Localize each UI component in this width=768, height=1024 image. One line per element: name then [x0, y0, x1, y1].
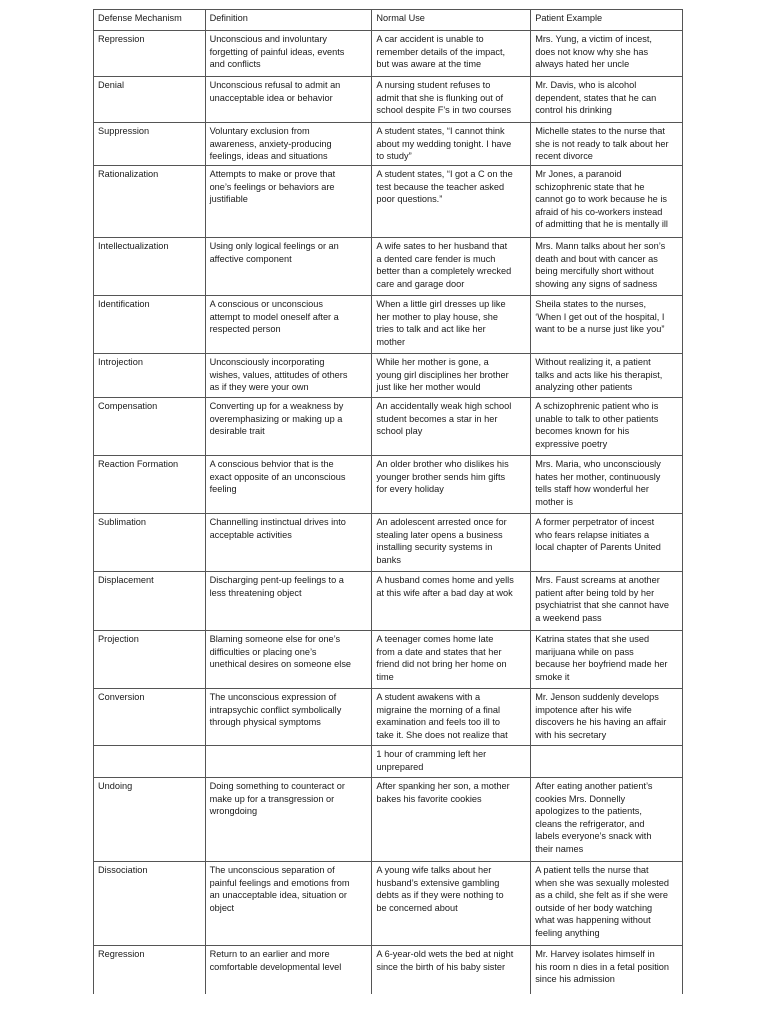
cell-text-line: awareness, anxiety-producing: [209, 138, 332, 149]
cell-text-line: psychiatrist that she cannot have: [535, 600, 670, 611]
cell-text-line: An accidentally weak high school: [376, 401, 512, 411]
definition-cell: [205, 746, 372, 778]
cell-text-line: cookies Mrs. Donnelly: [535, 793, 626, 804]
cell-text-line: Intellectualization: [98, 241, 169, 251]
table-row: [94, 689, 683, 746]
cell-text-line: Voluntary exclusion from: [209, 126, 310, 136]
definition-cell: [205, 514, 372, 572]
cell-text-line: wrongdoing: [209, 806, 258, 817]
definition-cell: [205, 689, 372, 746]
cell-text-line: examination and feels too ill to: [376, 717, 501, 728]
cell-text-line: younger brother sends him gifts: [376, 471, 506, 482]
cell-text-line: Conversion: [98, 692, 145, 702]
cell-text-line: Undoing: [98, 781, 133, 791]
defense-mechanisms-table: [93, 9, 683, 994]
cell-text-line: 1 hour of cramming left her: [376, 749, 487, 759]
cell-text-line: hates her mother, continuously: [535, 471, 661, 482]
mechanism-cell: [94, 631, 206, 689]
mechanism-cell: [94, 31, 206, 77]
cell-text-line: Mrs. Mann talks about her son’s: [535, 241, 666, 251]
cell-text-line: stealing later opens a business: [376, 529, 503, 540]
cell-text-line: A schizophrenic patient who is: [535, 401, 659, 411]
cell-text-line: Displacement: [98, 575, 154, 585]
cell-text-line: acceptable activities: [209, 529, 292, 540]
cell-text-line: Sublimation: [98, 517, 147, 527]
table-row: [94, 166, 683, 238]
cell-text-line: comfortable developmental level: [209, 961, 342, 972]
mechanism-cell: [94, 514, 206, 572]
cell-text-line: analyzing other patients: [535, 382, 633, 393]
cell-text-line: forgetting of painful ideas, events: [209, 46, 345, 57]
cell-text-line: always hated her uncle: [535, 59, 630, 70]
cell-text-line: Blaming someone else for one’s: [209, 634, 341, 644]
patient-example-cell: [531, 398, 683, 456]
cell-text-line: Mrs. Yung, a victim of incest,: [535, 34, 652, 44]
patient-example-cell: [531, 946, 683, 994]
cell-text-line: afraid of his co-workers instead: [535, 206, 663, 217]
cell-text-line: feelings, ideas and situations: [209, 151, 328, 162]
cell-text-line: Return to an earlier and more: [209, 949, 330, 959]
cell-text-line: student becomes a star in her: [376, 413, 498, 424]
table-row: [94, 631, 683, 689]
mechanism-cell: [94, 572, 206, 631]
normal-use-cell: [372, 77, 531, 123]
patient-example-cell: [531, 631, 683, 689]
cell-text-line: showing any signs of sadness: [535, 278, 658, 289]
cell-text-line: A student states, “I got a C on the: [376, 169, 513, 179]
column-header: [94, 10, 206, 31]
mechanism-cell: [94, 778, 206, 862]
patient-example-cell: [531, 31, 683, 77]
normal-use-cell: [372, 689, 531, 746]
cell-text-line: Mr Jones, a paranoid: [535, 169, 622, 179]
cell-text-line: wishes, values, attitudes of others: [209, 369, 348, 380]
table-row: [94, 572, 683, 631]
cell-text-line: about my wedding tonight. I have: [376, 138, 512, 149]
normal-use-cell: [372, 946, 531, 994]
cell-text-line: schizophrenic state that he: [535, 181, 645, 192]
patient-example-cell: [531, 238, 683, 296]
definition-cell: [205, 31, 372, 77]
table-row: [94, 778, 683, 862]
cell-text-line: Denial: [98, 80, 125, 90]
definition-cell: [205, 354, 372, 398]
mechanism-cell: [94, 238, 206, 296]
mechanism-cell: [94, 166, 206, 238]
definition-cell: [205, 631, 372, 689]
cell-text-line: Defense Mechanism: [98, 13, 182, 23]
cell-text-line: labels everyone’s snack with: [535, 831, 652, 842]
cell-text-line: Attempts to make or prove that: [209, 169, 336, 179]
cell-text-line: overemphasizing or making up a: [209, 413, 343, 424]
cell-text-line: unable to talk to other patients: [535, 413, 659, 424]
cell-text-line: at this wife after a bad day at wok: [376, 587, 513, 598]
table-row: [94, 514, 683, 572]
normal-use-cell: [372, 514, 531, 572]
cell-text-line: Projection: [98, 634, 139, 644]
cell-text-line: respected person: [209, 324, 281, 335]
cell-text-line: expressive poetry: [535, 438, 608, 449]
normal-use-cell: [372, 631, 531, 689]
definition-cell: [205, 238, 372, 296]
cell-text-line: The unconscious separation of: [209, 865, 335, 875]
patient-example-cell: [531, 778, 683, 862]
definition-cell: [205, 77, 372, 123]
cell-text-line: impotence after his wife: [535, 704, 632, 715]
cell-text-line: justifiable: [209, 194, 248, 205]
cell-text-line: unprepared: [376, 761, 424, 772]
table-row: [94, 746, 683, 778]
cell-text-line: Suppression: [98, 126, 150, 136]
patient-example-cell: [531, 862, 683, 946]
cell-text-line: discovers he his having an affair: [535, 717, 667, 728]
cell-text-line: A car accident is unable to: [376, 34, 484, 44]
cell-text-line: A wife sates to her husband that: [376, 241, 508, 251]
cell-text-line: Channelling instinctual drives into: [209, 517, 346, 527]
cell-text-line: care and garage door: [376, 278, 465, 289]
cell-text-line: object: [209, 902, 235, 913]
cell-text-line: patient after being told by her: [535, 587, 655, 598]
cell-text-line: A conscious or unconscious: [209, 299, 323, 309]
cell-text-line: her mother to play house, she: [376, 311, 498, 322]
cell-text-line: Mrs. Maria, who unconsciously: [535, 459, 661, 469]
cell-text-line: admit that she is flunking out of: [376, 92, 504, 103]
cell-text-line: an unacceptable idea, situation or: [209, 890, 347, 901]
cell-text-line: A patient tells the nurse that: [535, 865, 649, 875]
cell-text-line: dependent, states that he can: [535, 92, 657, 103]
definition-cell: [205, 778, 372, 862]
cell-text-line: who fears relapse initiates a: [535, 529, 650, 540]
cell-text-line: feeling anything: [535, 927, 600, 938]
normal-use-cell: [372, 166, 531, 238]
mechanism-cell: [94, 746, 206, 778]
definition-cell: [205, 296, 372, 354]
table-row: [94, 31, 683, 77]
cell-text-line: of admitting that he is mentally ill: [535, 219, 668, 230]
cell-text-line: Mr. Jenson suddenly develops: [535, 692, 659, 702]
patient-example-cell: [531, 456, 683, 514]
cell-text-line: Katrina states that she used: [535, 634, 650, 644]
cell-text-line: from a date and states that her: [376, 646, 502, 657]
cell-text-line: she is not ready to talk about her: [535, 138, 669, 149]
cell-text-line: Regression: [98, 949, 145, 959]
table-row: [94, 296, 683, 354]
normal-use-cell: [372, 354, 531, 398]
cell-text-line: their names: [535, 843, 584, 854]
cell-text-line: While her mother is gone, a: [376, 357, 489, 367]
cell-text-line: what was happening without: [535, 915, 651, 926]
normal-use-cell: [372, 456, 531, 514]
cell-text-line: A student awakens with a: [376, 692, 481, 702]
mechanism-cell: [94, 689, 206, 746]
cell-text-line: because her boyfriend made her: [535, 659, 668, 670]
table-row: [94, 456, 683, 514]
cell-text-line: migraine the morning of a final: [376, 704, 500, 715]
mechanism-cell: [94, 123, 206, 166]
cell-text-line: one’s feelings or behaviors are: [209, 181, 335, 192]
normal-use-cell: [372, 746, 531, 778]
cell-text-line: unacceptable idea or behavior: [209, 92, 333, 103]
cell-text-line: better than a completely wrecked: [376, 266, 512, 277]
cell-text-line: apologizes to the patients,: [535, 806, 642, 817]
cell-text-line: A former perpetrator of incest: [535, 517, 655, 527]
cell-text-line: remember details of the impact,: [376, 46, 506, 57]
cell-text-line: school play: [376, 426, 423, 437]
cell-text-line: make up for a transgression or: [209, 793, 335, 804]
cell-text-line: mother: [376, 336, 406, 347]
cell-text-line: local chapter of Parents United: [535, 542, 661, 553]
cell-text-line: marijuana while on pass: [535, 646, 634, 657]
patient-example-cell: [531, 354, 683, 398]
mechanism-cell: [94, 946, 206, 994]
cell-text-line: be concerned about: [376, 902, 458, 913]
patient-example-cell: [531, 746, 683, 778]
cell-text-line: a weekend pass: [535, 612, 602, 623]
cell-text-line: Converting up for a weakness by: [209, 401, 344, 411]
cell-text-line: Patient Example: [535, 13, 603, 23]
patient-example-cell: [531, 77, 683, 123]
mechanism-cell: [94, 77, 206, 123]
patient-example-cell: [531, 296, 683, 354]
cell-text-line: Mrs. Faust screams at another: [535, 575, 660, 585]
cell-text-line: When a little girl dresses up like: [376, 299, 506, 309]
cell-text-line: tells staff how wonderful her: [535, 484, 649, 495]
definition-cell: [205, 166, 372, 238]
cell-text-line: but was aware at the time: [376, 59, 482, 70]
cell-text-line: The unconscious expression of: [209, 692, 337, 702]
table-row: [94, 77, 683, 123]
column-header: [531, 10, 683, 31]
cell-text-line: Rationalization: [98, 169, 159, 179]
patient-example-cell: [531, 166, 683, 238]
table-row: [94, 354, 683, 398]
cell-text-line: as if they were your own: [209, 382, 309, 393]
mechanism-cell: [94, 296, 206, 354]
cell-text-line: when she was sexually molested: [535, 877, 670, 888]
cell-text-line: difficulties or placing one’s: [209, 646, 317, 657]
cell-text-line: desirable trait: [209, 426, 265, 437]
cell-text-line: banks: [376, 554, 401, 565]
cell-text-line: Using only logical feelings or an: [209, 241, 339, 251]
cell-text-line: Mr. Davis, who is alcohol: [535, 80, 637, 90]
cell-text-line: Unconscious and involuntary: [209, 34, 328, 44]
cell-text-line: intrapsychic conflict symbolically: [209, 704, 342, 715]
patient-example-cell: [531, 572, 683, 631]
cell-text-line: exact opposite of an unconscious: [209, 471, 346, 482]
mechanism-cell: [94, 456, 206, 514]
cell-text-line: just like her mother would: [376, 382, 481, 393]
cell-text-line: outside of her body watching: [535, 902, 653, 913]
patient-example-cell: [531, 123, 683, 166]
normal-use-cell: [372, 296, 531, 354]
cell-text-line: talks and acts like his therapist,: [535, 369, 663, 380]
cell-text-line: After eating another patient’s: [535, 781, 653, 791]
cell-text-line: young girl disciplines her brother: [376, 369, 509, 380]
cell-text-line: Without realizing it, a patient: [535, 357, 651, 367]
definition-cell: [205, 946, 372, 994]
cell-text-line: Discharging pent-up feelings to a: [209, 575, 344, 585]
cell-text-line: A 6-year-old wets the bed at night: [376, 949, 514, 959]
cell-text-line: take it. She does not realize that: [376, 729, 508, 740]
cell-text-line: his room n dies in a fetal position: [535, 961, 670, 972]
cell-text-line: Doing something to counteract or: [209, 781, 345, 791]
normal-use-cell: [372, 31, 531, 77]
table-row: [94, 398, 683, 456]
header-row: [94, 10, 683, 31]
cell-text-line: tries to talk and act like her: [376, 324, 486, 335]
cell-text-line: less threatening object: [209, 587, 302, 598]
cell-text-line: cannot go to work because he is: [535, 194, 667, 205]
cell-text-line: and conflicts: [209, 59, 261, 70]
cell-text-line: painful feelings and emotions from: [209, 877, 350, 888]
cell-text-line: mother is: [535, 496, 573, 507]
cell-text-line: A teenager comes home late: [376, 634, 494, 644]
cell-text-line: since the birth of his baby sister: [376, 961, 506, 972]
cell-text-line: poor questions.”: [376, 194, 443, 205]
cell-text-line: Compensation: [98, 401, 158, 411]
cell-text-line: Unconsciously incorporating: [209, 357, 325, 367]
definition-cell: [205, 862, 372, 946]
cell-text-line: time: [376, 671, 394, 682]
cell-text-line: as a child, she felt as if she were: [535, 890, 668, 901]
cell-text-line: bakes his favorite cookies: [376, 793, 482, 804]
table-body: [94, 10, 683, 994]
patient-example-cell: [531, 514, 683, 572]
cell-text-line: to study”: [376, 151, 412, 162]
cell-text-line: Mr. Harvey isolates himself in: [535, 949, 655, 959]
table-row: [94, 123, 683, 166]
cell-text-line: Sheila states to the nurses,: [535, 299, 647, 309]
cell-text-line: After spanking her son, a mother: [376, 781, 510, 791]
definition-cell: [205, 572, 372, 631]
table-row: [94, 946, 683, 994]
normal-use-cell: [372, 398, 531, 456]
normal-use-cell: [372, 572, 531, 631]
column-header: [372, 10, 531, 31]
cell-text-line: Normal Use: [376, 13, 425, 23]
cell-text-line: becomes known for his: [535, 426, 630, 437]
table-row: [94, 238, 683, 296]
definition-cell: [205, 123, 372, 166]
definition-cell: [205, 398, 372, 456]
cell-text-line: since his admission: [535, 974, 615, 985]
cell-text-line: Reaction Formation: [98, 459, 179, 469]
cell-text-line: ‘When I get out of the hospital, I: [535, 311, 665, 322]
cell-text-line: debts as if they were nothing to: [376, 890, 504, 901]
cell-text-line: smoke it: [535, 671, 570, 682]
cell-text-line: unethical desires on someone else: [209, 659, 352, 670]
normal-use-cell: [372, 778, 531, 862]
cell-text-line: A young wife talks about her: [376, 865, 492, 875]
cell-text-line: A nursing student refuses to: [376, 80, 491, 90]
cell-text-line: An older brother who dislikes his: [376, 459, 509, 469]
cell-text-line: want to be a nurse just like you”: [535, 324, 665, 335]
cell-text-line: An adolescent arrested once for: [376, 517, 507, 527]
cell-text-line: test because the teacher asked: [376, 181, 505, 192]
cell-text-line: does not know why she has: [535, 46, 649, 57]
table-row: [94, 862, 683, 946]
cell-text-line: a dented care fender is much: [376, 253, 496, 264]
cell-text-line: attempt to model oneself after a: [209, 311, 339, 322]
mechanism-cell: [94, 354, 206, 398]
cell-text-line: Identification: [98, 299, 150, 309]
cell-text-line: Michelle states to the nurse that: [535, 126, 665, 136]
cell-text-line: being mercifully short without: [535, 266, 654, 277]
mechanism-cell: [94, 862, 206, 946]
cell-text-line: friend did not bring her home on: [376, 659, 507, 670]
cell-text-line: A conscious behvior that is the: [209, 459, 334, 469]
cell-text-line: affective component: [209, 253, 292, 264]
cell-text-line: A husband comes home and yells: [376, 575, 514, 585]
definition-cell: [205, 456, 372, 514]
normal-use-cell: [372, 123, 531, 166]
cell-text-line: husband’s extensive gambling: [376, 877, 500, 888]
cell-text-line: Repression: [98, 34, 145, 44]
cell-text-line: through physical symptoms: [209, 717, 321, 728]
cell-text-line: with his secretary: [535, 729, 607, 740]
column-header: [205, 10, 372, 31]
defense-mechanisms-document: [93, 9, 683, 999]
cell-text-line: cleans the refrigerator, and: [535, 818, 645, 829]
cell-text-line: Definition: [209, 13, 248, 23]
cell-text-line: A student states, “I cannot think: [376, 126, 505, 136]
cell-text-line: Unconscious refusal to admit an: [209, 80, 341, 90]
normal-use-cell: [372, 862, 531, 946]
cell-text-line: recent divorce: [535, 151, 593, 162]
cell-text-line: control his drinking: [535, 105, 612, 116]
cell-text-line: for every holiday: [376, 484, 444, 495]
normal-use-cell: [372, 238, 531, 296]
cell-text-line: installing security systems in: [376, 542, 493, 553]
cell-text-line: Introjection: [98, 357, 143, 367]
cell-text-line: Dissociation: [98, 865, 148, 875]
cell-text-line: feeling: [209, 484, 237, 495]
patient-example-cell: [531, 689, 683, 746]
cell-text-line: school despite F’s in two courses: [376, 105, 512, 116]
cell-text-line: death and bout with cancer as: [535, 253, 658, 264]
mechanism-cell: [94, 398, 206, 456]
